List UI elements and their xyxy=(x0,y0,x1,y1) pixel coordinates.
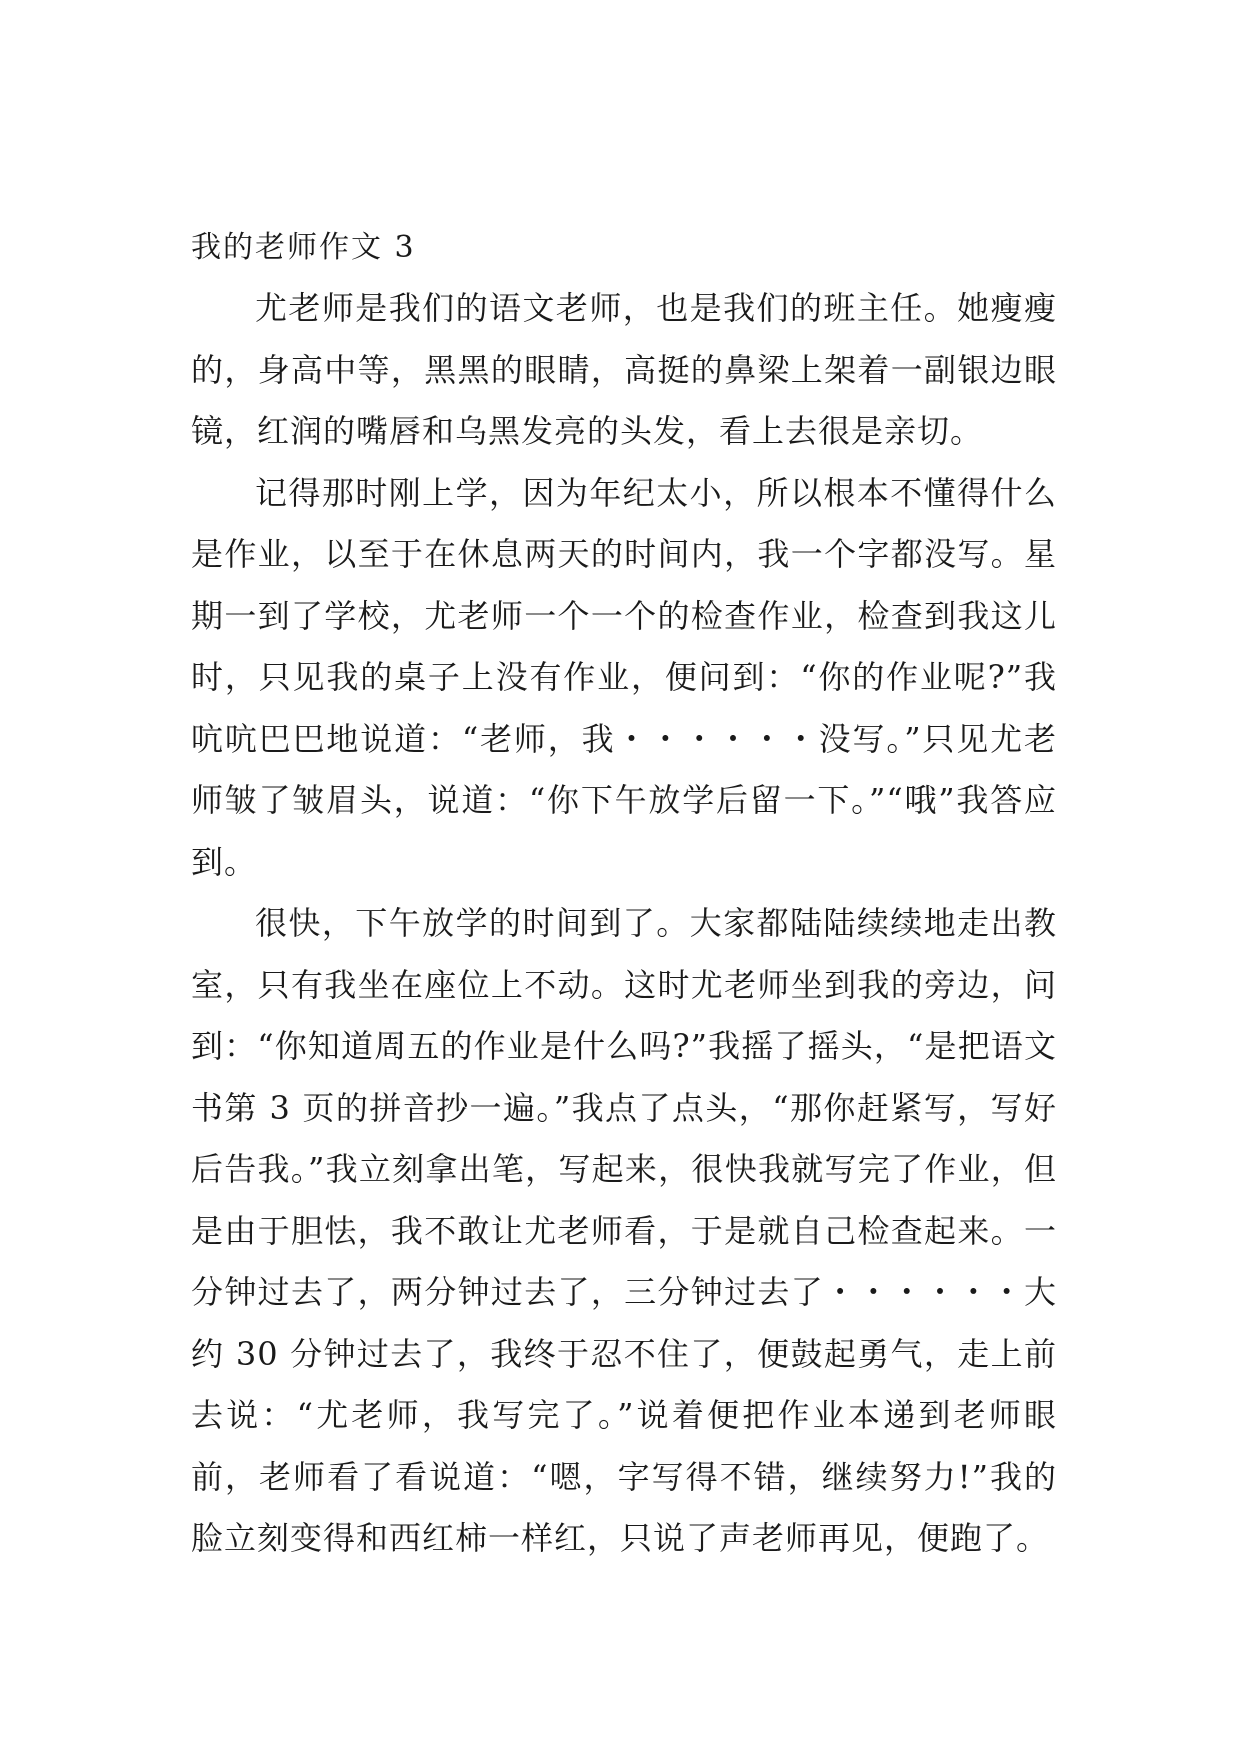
document-page xyxy=(191,218,1057,1570)
paragraph-2: 记得那时刚上学，因为年纪太小，所以根本不懂得什么是作业，以至于在休息两天的时间内，我一个字都没写。星期一到了学校，尤老师一个一个的检查作业，检查到我这儿时，只见我的桌子上没有作业，便问到：“你的作业呢?”我吭吭巴巴地说道：“老师，我・・・・・・没写。”只见尤老师皱了皱眉头，说道：“你下午放学后留一下。”“哦”我答应到。 xyxy=(191,473,1057,881)
paragraph-3: 很快，下午放学的时间到了。大家都陆陆续续地走出教室，只有我坐在座位上不动。这时尤老师坐到我的旁边，问到：“你知道周五的作业是什么吗?”我摇了摇头，“是把语文书第 3 页的拼音抄一遍。”我点了点头，“那你赶紧写，写好后告我。”我立刻拿出笔，写起来，很快我就写完了作业，但是由于胆怯，我不敢让尤老师看，于是就自己检查起来。一分钟过去了，两分钟过去了，三分钟过去了・・・・・・大约 30 分钟过去了，我终于忍不住了，便鼓起勇气，走上前去说：“尤老师，我写完了。”说着便把作业本递到老师眼前，老师看了看说道：“嗯，字写得不错，继续努力!”我的脸立刻变得和西红柿一样红，只说了声老师再见，便跑了。 xyxy=(191,904,1057,1557)
document-title: 我的老师作文 3 xyxy=(191,230,416,265)
paragraph-1: 尤老师是我们的语文老师，也是我们的班主任。她瘦瘦的，身高中等，黑黑的眼睛，高挺的鼻梁上架着一副银边眼镜，红润的嘴唇和乌黑发亮的头发，看上去很是亲切。 xyxy=(191,289,1057,450)
